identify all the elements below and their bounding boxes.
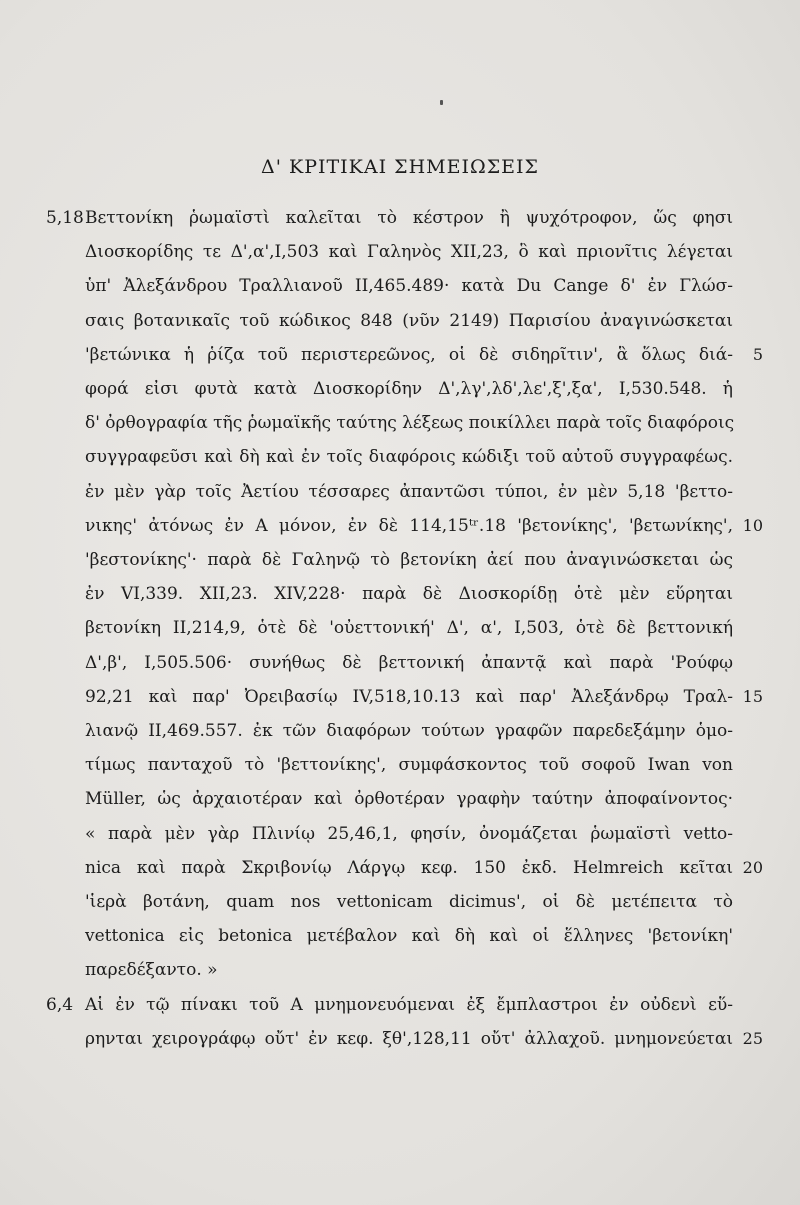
text-line: Müller, ὡς ἀρχαιοτέραν καὶ ὀρθοτέραν γραφὴν ταύτην ἀποφαίνοντος· [85, 789, 733, 810]
text-line: vettonica εἰς betonica μετέβαλον καὶ δὴ καὶ οἱ ἕλληνες 'βετονίκη' [85, 926, 733, 947]
text-line: συγγραφεῦσι καὶ δὴ καὶ ἐν τοῖς διαφόροις κώδιξι τοῦ αὐτοῦ συγγραφέως. [85, 447, 733, 468]
text-line: νικης' ἀτόνως ἐν Α μόνον, ἐν δὲ 114,15ᵗʳ.18 'βετονίκης', 'βετωνίκης', [85, 515, 733, 536]
text-line: Διοσκορίδης τε Δ',α',Ι,503 καὶ Γαληνὸς XII,23, ὃ καὶ πριονῖτις λέγεται [85, 242, 733, 263]
text-line: ὑπ' Ἀλεξάνδρου Τραλλιανοῦ II,465.489· κατὰ Du Cange δ' ἐν Γλώσ- [85, 276, 733, 297]
text-line: τίμως πανταχοῦ τὸ 'βεττονίκης', συμφάσκοντος τοῦ σοφοῦ Iwan von [85, 755, 733, 776]
text-line: φορά εἰσι φυτὰ κατὰ Διοσκορίδην Δ',λγ',λδ',λε',ξ',ξα', I,530.548. ἡ [85, 379, 733, 399]
text-line: παρεδέξαντο. » [85, 960, 218, 981]
text-line: δ' ὀρθογραφία τῆς ῥωμαϊκῆς ταύτης λέξεως ποικίλλει παρὰ τοῖς διαφόροις [85, 413, 735, 434]
scan-speck [440, 100, 443, 105]
text-line: ἐν μὲν γὰρ τοῖς Ἀετίου τέσσαρες ἀπαντῶσι τύποι, ἐν μὲν 5,18 'βεττο- [85, 481, 733, 502]
line-number: 25 [742, 1028, 763, 1048]
text-line: 'βετώνικα ἡ ῥίζα τοῦ περιστερεῶνος, οἱ δὲ σιδηρῖτιν', ἃ ὅλως διά- [85, 344, 733, 365]
text-line: Δ',β', I,505.506· συνήθως δὲ βεττονική ἀπαντᾷ καὶ παρὰ 'Ρούφῳ [85, 652, 733, 673]
page-heading: Δ' ΚΡΙΤΙΚΑΙ ΣΗΜΕΙΩΣΕΙΣ [261, 156, 539, 178]
text-line: 92,21 καὶ παρ' Ὀρειβασίῳ IV,518,10.13 καὶ παρ' Ἀλεξάνδρῳ Τραλ- [85, 686, 733, 707]
text-line: 'βεστονίκης'· παρὰ δὲ Γαληνῷ τὸ βετονίκη ἀεί που ἀναγινώσκεται ὡς [85, 550, 733, 570]
text-line: λιανῷ II,469.557. ἐκ τῶν διαφόρων τούτων γραφῶν παρεδεξάμην ὁμο- [85, 721, 733, 741]
line-number: 20 [742, 857, 763, 877]
text-line: ἐν VI,339. XII,23. XIV,228· παρὰ δὲ Διοσκορίδῃ ὁτὲ μὲν εὕρηται [85, 584, 733, 605]
line-reference: 6,4 [46, 994, 74, 1015]
text-line: Αἱ ἐν τῷ πίνακι τοῦ Α μνημονευόμεναι ἐξ ἔμπλαστροι ἐν οὐδενὶ εὕ- [85, 994, 733, 1015]
text-line: « παρὰ μὲν γὰρ Πλινίῳ 25,46,1, φησίν, ὀνομάζεται ῥωμαϊστὶ vetto- [85, 823, 733, 844]
text-line: 'ἱερὰ βοτάνη, quam nos vettonicam dicimus', οἱ δὲ μετέπειτα τὸ [85, 892, 733, 912]
text-line: ρηνται χειρογράφῳ οὔτ' ἐν κεφ. ξθ',128,11 οὔτ' ἀλλαχοῦ. μνημονεύεται [85, 1028, 733, 1049]
line-reference: 5,18 [46, 208, 84, 228]
text-line: nica καὶ παρὰ Σκριβονίῳ Λάργῳ κεφ. 150 ἐκδ. Helmreich κεῖται [85, 857, 733, 878]
text-line: βετονίκη II,214,9, ὁτὲ δὲ 'οὐεττονική' Δ', α', I,503, ὁτὲ δὲ βεττονική [85, 618, 733, 639]
text-line: Βεττονίκη ῥωμαϊστὶ καλεῖται τὸ κέστρον ἢ ψυχότροφον, ὥς φησι [85, 208, 733, 228]
line-number: 5 [752, 344, 763, 364]
line-number: 10 [742, 515, 763, 535]
line-number: 15 [742, 686, 763, 706]
text-line: σαις βοτανικαῖς τοῦ κώδικος 848 (νῦν 2149) Παρισίου ἀναγινώσκεται [85, 310, 733, 331]
